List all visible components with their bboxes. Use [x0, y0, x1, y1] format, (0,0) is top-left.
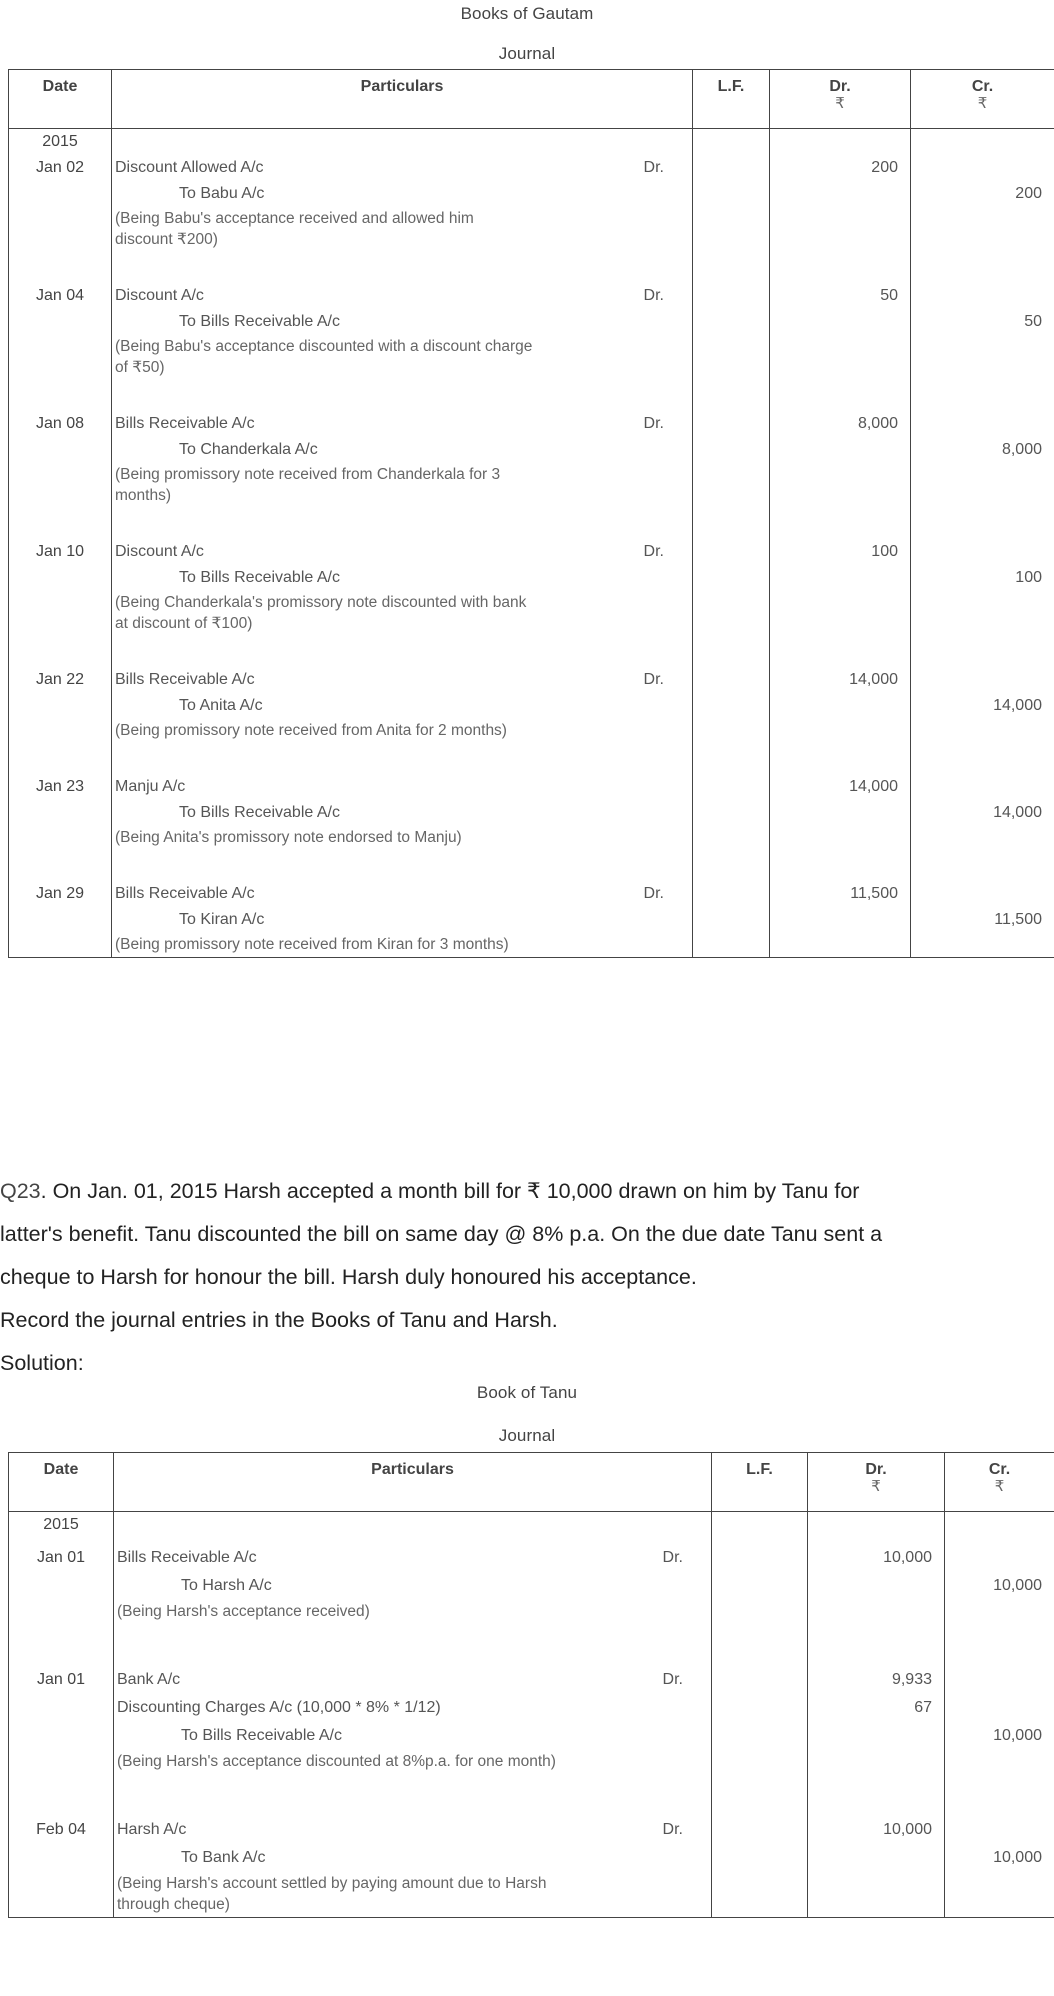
- journal-entry-row: [9, 1538, 1054, 1660]
- entry-lf: [693, 665, 770, 772]
- debit-amount: 100: [871, 543, 898, 560]
- credit-amount: 10,000: [993, 1577, 1042, 1594]
- dr-label: Dr.: [643, 543, 664, 560]
- entry-date: Jan 04: [9, 281, 112, 409]
- debit-amount: 200: [871, 159, 898, 176]
- debit-amount: 11,500: [850, 885, 898, 902]
- table-header-row: [9, 1453, 1054, 1512]
- debit-account-line: [115, 774, 692, 800]
- entry-date: Jan 08: [9, 409, 112, 537]
- table-header-row: [9, 70, 1054, 129]
- journal-entry-row: [9, 281, 1054, 409]
- journal-entry-row: [9, 665, 1054, 772]
- entry-credit-amount: [911, 772, 1054, 879]
- entry-particulars: [112, 409, 693, 537]
- header-date: Date: [9, 1453, 114, 1512]
- gautam-journal-subtitle: Journal: [498, 44, 556, 63]
- entry-debit-amount: [770, 409, 911, 537]
- entry-lf: [693, 537, 770, 665]
- debit-account-line: [115, 881, 692, 907]
- header-cr: Cr. ₹: [945, 1453, 1054, 1512]
- credit-account-line: To Harsh A/c: [181, 1577, 272, 1594]
- entry-particulars: [114, 1810, 712, 1918]
- header-particulars: Particulars: [112, 70, 693, 129]
- entry-lf: [693, 153, 770, 281]
- entry-credit-amount: [911, 281, 1054, 409]
- debit-account: Discount Allowed A/c: [115, 159, 264, 176]
- header-date: Date: [9, 70, 112, 129]
- header-lf: L.F.: [693, 70, 770, 129]
- debit-account: Bills Receivable A/c: [115, 885, 255, 902]
- question-line-1: Q23. On Jan. 01, 2015 Harsh accepted a month bill for ₹ 10,000 drawn on him by Tanu for: [0, 1179, 860, 1203]
- debit-account: Bills Receivable A/c: [115, 415, 255, 432]
- dr-label: Dr.: [643, 159, 664, 176]
- entry-lf: [712, 1538, 808, 1660]
- dr-label: Dr.: [643, 885, 664, 902]
- credit-account-line: To Bank A/c: [181, 1849, 266, 1866]
- debit-amount: 14,000: [849, 671, 898, 688]
- entry-debit-amount: [770, 665, 911, 772]
- debit-account: Harsh A/c: [117, 1821, 187, 1838]
- debit-amount: 8,000: [857, 415, 898, 432]
- debit-account-line: [115, 667, 692, 693]
- credit-amount: 10,000: [993, 1849, 1042, 1866]
- debit-account-line: [115, 155, 692, 181]
- entry-narration: (Being Chanderkala's promissory note discounted with bank at discount of ₹100): [115, 594, 527, 632]
- entry-narration: (Being promissory note received from Chanderkala for 3 months): [115, 466, 501, 504]
- header-dr: Dr. ₹: [770, 70, 911, 129]
- journal-entry-row: [9, 537, 1054, 665]
- entry-lf: [693, 281, 770, 409]
- debit-amount: 10,000: [883, 1821, 932, 1838]
- entry-particulars: [112, 665, 693, 772]
- credit-account-line: To Bills Receivable A/c: [179, 569, 340, 586]
- dr-label: Dr.: [643, 415, 664, 432]
- credit-account-line: To Kiran A/c: [179, 911, 265, 928]
- credit-amount: 14,000: [993, 697, 1042, 714]
- entry-debit-amount: [770, 281, 911, 409]
- entry-credit-amount: [945, 1660, 1054, 1810]
- rupee-icon: ₹: [871, 1478, 881, 1495]
- debit-amount: 9,933: [891, 1671, 932, 1688]
- dr-label: Dr.: [662, 1821, 683, 1838]
- question-line-4: Record the journal entries in the Books of Tanu and Harsh.: [0, 1308, 558, 1332]
- debit-amount: 10,000: [883, 1549, 932, 1566]
- debit-account-line: [115, 283, 692, 309]
- rupee-icon: ₹: [994, 1478, 1005, 1495]
- entry-date: Jan 23: [9, 772, 112, 879]
- debit-account: Bank A/c: [117, 1671, 181, 1688]
- journal-entry-row: [9, 153, 1054, 281]
- debit-amount: 14,000: [849, 778, 898, 795]
- entry-credit-amount: [911, 665, 1054, 772]
- gautam-journal-table: [8, 69, 1054, 958]
- entry-credit-amount: [911, 153, 1054, 281]
- credit-amount: 100: [1015, 569, 1042, 586]
- dr-label: Dr.: [662, 1549, 683, 1566]
- credit-account-line: To Anita A/c: [179, 697, 263, 714]
- debit-account: Bills Receivable A/c: [115, 671, 255, 688]
- year-cell: 2015: [9, 1512, 114, 1539]
- credit-account-line: To Babu A/c: [179, 185, 265, 202]
- entry-debit-amount: [770, 879, 911, 958]
- entry-narration: (Being promissory note received from Kiran for 3 months): [115, 936, 509, 953]
- entry-credit-amount: [911, 537, 1054, 665]
- entry-date: Jan 01: [9, 1660, 114, 1810]
- debit-account-line: [117, 1666, 711, 1694]
- entry-debit-amount: [770, 153, 911, 281]
- entry-particulars: [112, 153, 693, 281]
- debit-account-line: [115, 539, 692, 565]
- entry-credit-amount: [911, 409, 1054, 537]
- credit-account-line: To Chanderkala A/c: [179, 441, 318, 458]
- credit-amount: 14,000: [993, 804, 1042, 821]
- tanu-journal-table: [8, 1452, 1054, 1918]
- year-row: [9, 129, 1054, 154]
- credit-amount: 8,000: [1001, 441, 1042, 458]
- entry-debit-amount: [808, 1660, 945, 1810]
- entry-date: Jan 01: [9, 1538, 114, 1660]
- entry-particulars: [112, 772, 693, 879]
- journal-entry-row: [9, 772, 1054, 879]
- entry-lf: [693, 409, 770, 537]
- debit-account: Discount A/c: [115, 287, 204, 304]
- entry-credit-amount: [945, 1810, 1054, 1918]
- entry-particulars: [112, 879, 693, 958]
- entry-lf: [693, 772, 770, 879]
- entry-narration: (Being Babu's acceptance discounted with a discount charge of ₹50): [115, 338, 533, 376]
- debit-account-line: [115, 411, 692, 437]
- rupee-icon: ₹: [977, 95, 988, 112]
- credit-account-line: To Bills Receivable A/c: [181, 1727, 342, 1744]
- entry-date: Jan 02: [9, 153, 112, 281]
- dr-label: Dr.: [662, 1671, 683, 1688]
- debit-amount: 50: [880, 287, 898, 304]
- debit-account: Manju A/c: [115, 778, 186, 795]
- entry-narration: (Being Anita's promissory note endorsed to Manju): [115, 829, 462, 846]
- rupee-icon: ₹: [835, 95, 845, 112]
- entry-particulars: [112, 281, 693, 409]
- gautam-title: Books of Gautam: [460, 4, 594, 23]
- journal-entry-row: [9, 1660, 1054, 1810]
- credit-amount: 10,000: [993, 1727, 1042, 1744]
- year-row: [9, 1512, 1054, 1539]
- year-cell: 2015: [9, 129, 112, 154]
- credit-amount: 200: [1015, 185, 1042, 202]
- credit-amount: 11,500: [994, 911, 1042, 928]
- entry-particulars: [114, 1538, 712, 1660]
- question-label: Q23: [0, 1179, 41, 1203]
- dr-label: Dr.: [643, 671, 664, 688]
- entry-date: Feb 04: [9, 1810, 114, 1918]
- entry-narration: (Being Harsh's account settled by paying amount due to Harsh through cheque): [117, 1875, 547, 1913]
- journal-entry-row: [9, 879, 1054, 958]
- entry-date: Jan 10: [9, 537, 112, 665]
- debit-account-line: Discounting Charges A/c (10,000 * 8% * 1/12): [117, 1699, 441, 1716]
- entry-date: Jan 22: [9, 665, 112, 772]
- debit-amount: 67: [914, 1699, 932, 1716]
- question-text: [0, 1170, 1054, 1385]
- entry-debit-amount: [808, 1810, 945, 1918]
- entry-debit-amount: [770, 537, 911, 665]
- entry-narration: (Being Harsh's acceptance discounted at 8%p.a. for one month): [117, 1753, 556, 1770]
- entry-narration: (Being Babu's acceptance received and allowed him discount ₹200): [115, 210, 474, 248]
- credit-account-line: To Bills Receivable A/c: [179, 804, 340, 821]
- entry-particulars: [112, 537, 693, 665]
- debit-account: Discount A/c: [115, 543, 204, 560]
- dr-label: Dr.: [643, 287, 664, 304]
- entry-narration: (Being Harsh's acceptance received): [117, 1603, 370, 1620]
- header-particulars: Particulars: [114, 1453, 712, 1512]
- debit-account-line: [117, 1544, 711, 1572]
- entry-date: Jan 29: [9, 879, 112, 958]
- header-dr: Dr. ₹: [808, 1453, 945, 1512]
- entry-narration: (Being promissory note received from Anita for 2 months): [115, 722, 507, 739]
- journal-entry-row: [9, 1810, 1054, 1918]
- entry-particulars: [114, 1660, 712, 1810]
- entry-debit-amount: [808, 1538, 945, 1660]
- header-cr: Cr. ₹: [911, 70, 1054, 129]
- entry-lf: [712, 1810, 808, 1918]
- tanu-title: Book of Tanu: [476, 1383, 578, 1402]
- header-lf: L.F.: [712, 1453, 808, 1512]
- entry-lf: [693, 879, 770, 958]
- credit-account-line: To Bills Receivable A/c: [179, 313, 340, 330]
- credit-amount: 50: [1024, 313, 1042, 330]
- solution-label: Solution:: [0, 1351, 84, 1375]
- debit-account: Bills Receivable A/c: [117, 1549, 257, 1566]
- question-line-2: latter's benefit. Tanu discounted the bill on same day @ 8% p.a. On the due date Tanu sent a: [0, 1222, 883, 1246]
- entry-lf: [712, 1660, 808, 1810]
- tanu-journal-subtitle: Journal: [498, 1426, 556, 1445]
- debit-account-line: [117, 1816, 711, 1844]
- question-line-3: cheque to Harsh for honour the bill. Harsh duly honoured his acceptance.: [0, 1265, 697, 1289]
- entry-credit-amount: [945, 1538, 1054, 1660]
- entry-credit-amount: [911, 879, 1054, 958]
- entry-debit-amount: [770, 772, 911, 879]
- journal-entry-row: [9, 409, 1054, 537]
